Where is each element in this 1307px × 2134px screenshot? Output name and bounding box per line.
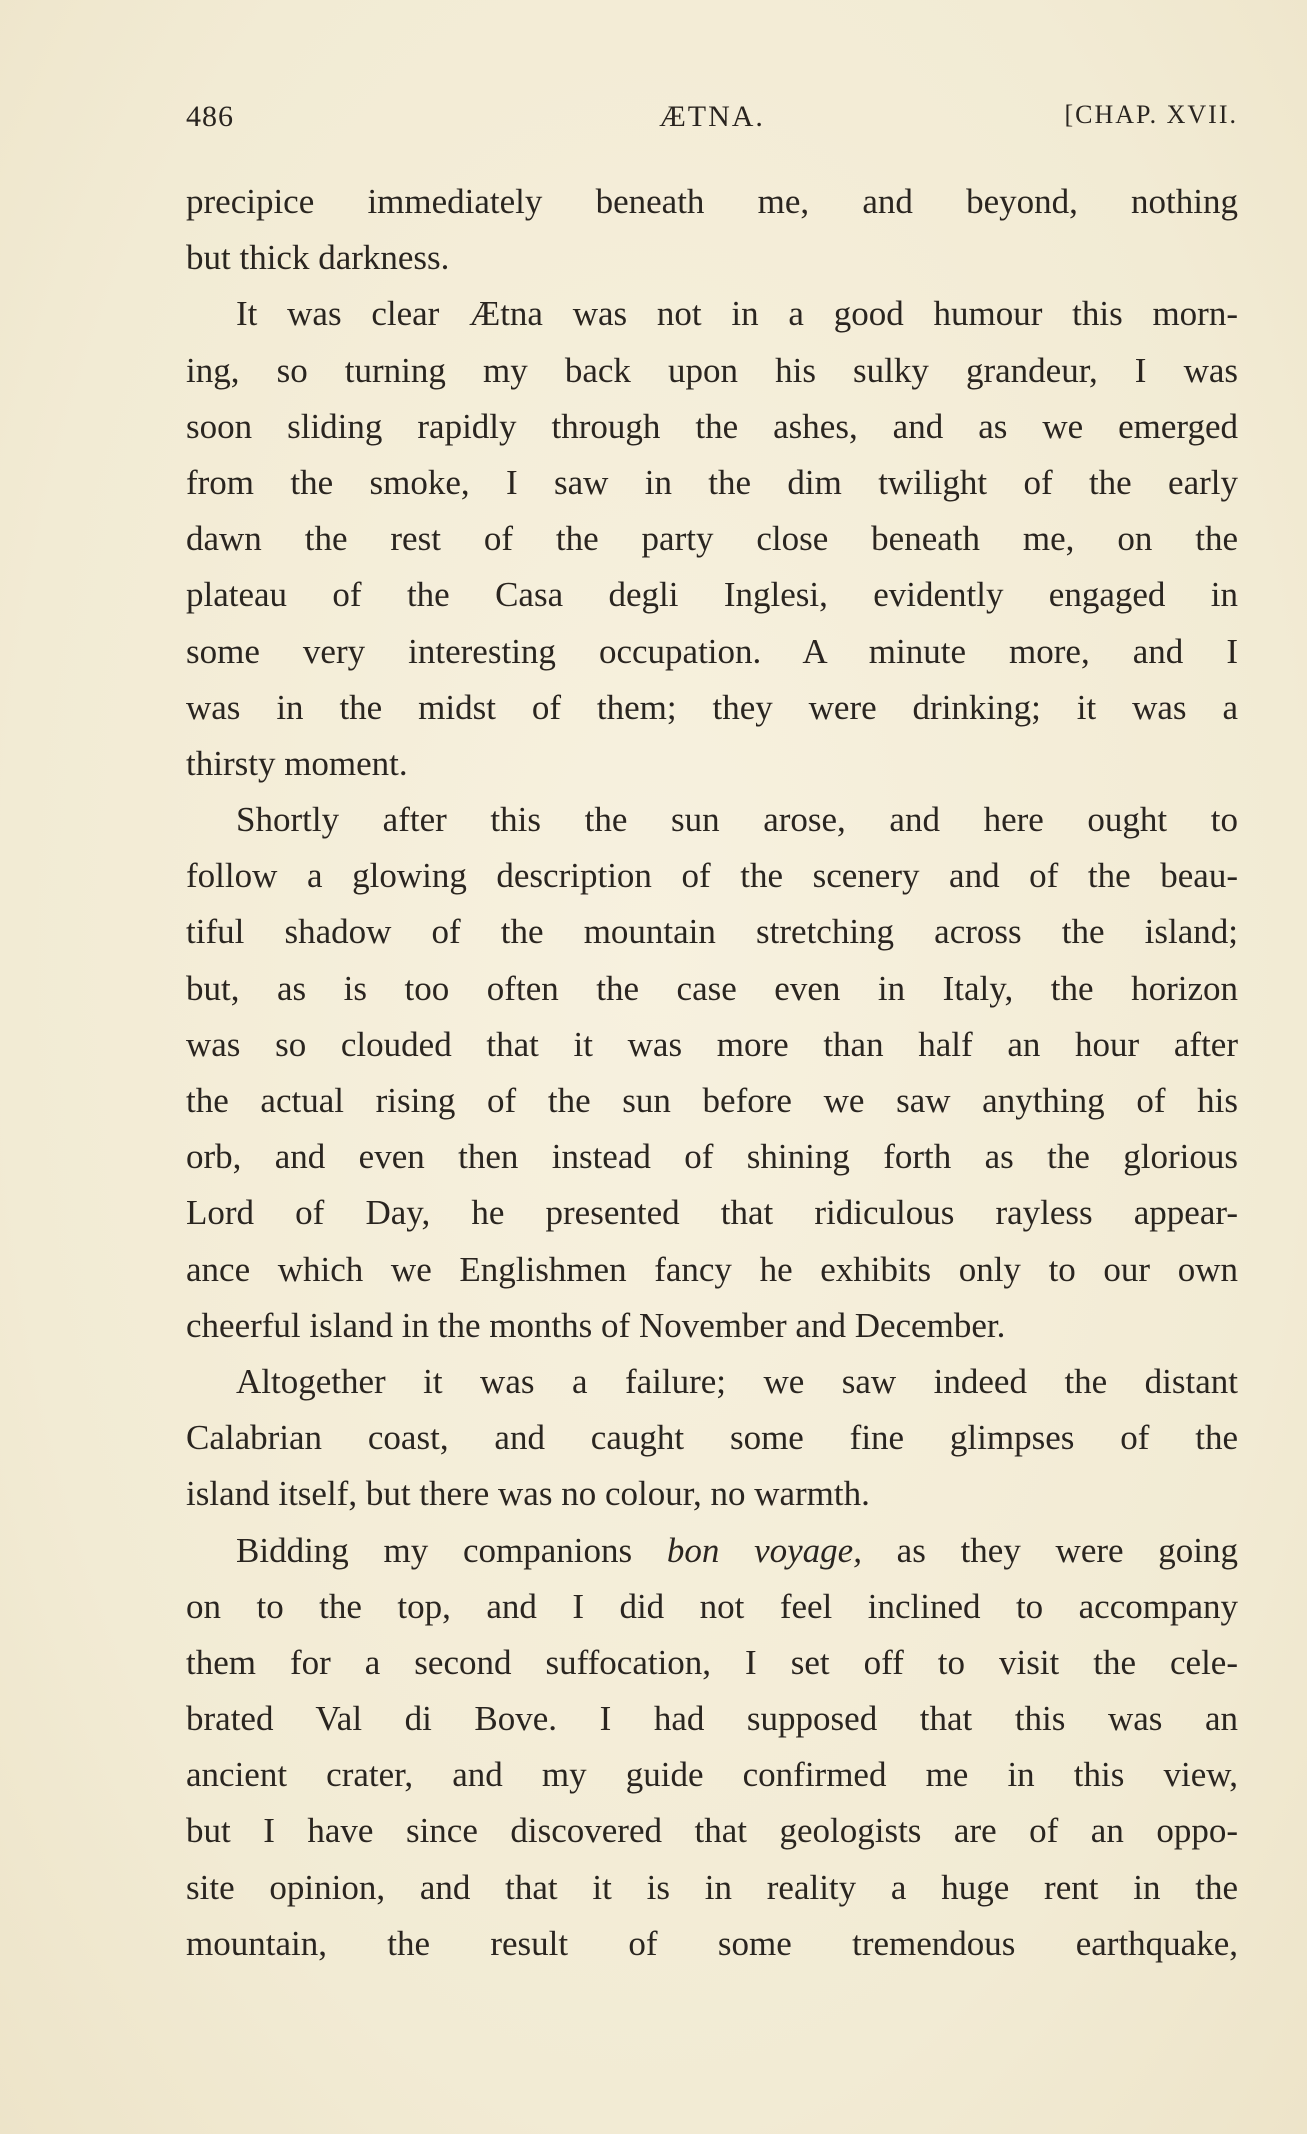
paragraph-start-line: It was clear Ætna was not in a good humour this morn-	[236, 294, 1238, 334]
text-line: from the smoke, I saw in the dim twilight of the early	[186, 462, 1238, 502]
text-line: orb, and even then instead of shining forth as the glorious	[186, 1137, 1238, 1177]
text-line: was in the midst of them; they were drinking; it was a	[186, 687, 1238, 727]
text-line: dawn the rest of the party close beneath me, on the	[186, 519, 1238, 559]
paragraph-start-line: Altogether it was a failure; we saw indeed the distant	[236, 1361, 1238, 1401]
text-segment: as they were going	[861, 1530, 1238, 1570]
text-line: precipice immediately beneath me, and beyond, nothing	[186, 182, 1238, 221]
text-line: was so clouded that it was more than half an hour after	[186, 1024, 1238, 1064]
text-line: Calabrian coast, and caught some fine glimpses of the	[186, 1418, 1238, 1458]
text-line: soon sliding rapidly through the ashes, and as we emerged	[186, 406, 1238, 446]
text-line: the actual rising of the sun before we saw anything of his	[186, 1081, 1238, 1120]
italic-phrase: bon voyage,	[666, 1530, 862, 1570]
text-line: brated Val di Bove. I had supposed that this was an	[186, 1699, 1238, 1739]
text-line: but thick darkness.	[186, 238, 450, 278]
paragraph-start-line: Shortly after this the sun arose, and here ought to	[236, 800, 1238, 840]
text-line: mountain, the result of some tremendous earthquake,	[186, 1923, 1238, 1963]
text-segment: Bidding my companions	[236, 1530, 667, 1570]
text-line: but I have since discovered that geologists are of an oppo-	[186, 1811, 1238, 1851]
text-line: on to the top, and I did not feel inclined to accompany	[186, 1586, 1238, 1626]
text-line: follow a glowing description of the scenery and of the beau-	[186, 856, 1238, 896]
text-line: Lord of Day, he presented that ridiculous rayless appear-	[186, 1193, 1238, 1233]
text-line: but, as is too often the case even in Italy, the horizon	[186, 968, 1238, 1008]
chapter-label: [CHAP. XVII.	[1064, 100, 1238, 129]
text-line: site opinion, and that it is in reality a huge rent in the	[186, 1867, 1238, 1907]
text-line: tiful shadow of the mountain stretching across the island;	[186, 912, 1238, 952]
text-line: thirsty moment.	[186, 743, 408, 783]
text-line: plateau of the Casa degli Inglesi, evidently engaged in	[186, 575, 1238, 615]
running-head	[186, 100, 1238, 140]
text-line: island itself, but there was no colour, no warmth.	[186, 1474, 870, 1514]
text-line: ing, so turning my back upon his sulky grandeur, I was	[186, 350, 1238, 390]
text-line: cheerful island in the months of November and December.	[186, 1305, 1006, 1345]
text-line: them for a second suffocation, I set off to visit the cele-	[186, 1642, 1238, 1682]
text-line: ancient crater, and my guide confirmed me in this view,	[186, 1755, 1238, 1795]
running-title: ÆTNA.	[659, 100, 765, 133]
body-text	[186, 174, 1238, 1972]
text-line: some very interesting occupation. A minute more, and I	[186, 631, 1238, 671]
page-number: 486	[186, 100, 234, 133]
paragraph-start-line	[186, 1523, 1238, 1579]
text-line: ance which we Englishmen fancy he exhibits only to our own	[186, 1249, 1238, 1289]
